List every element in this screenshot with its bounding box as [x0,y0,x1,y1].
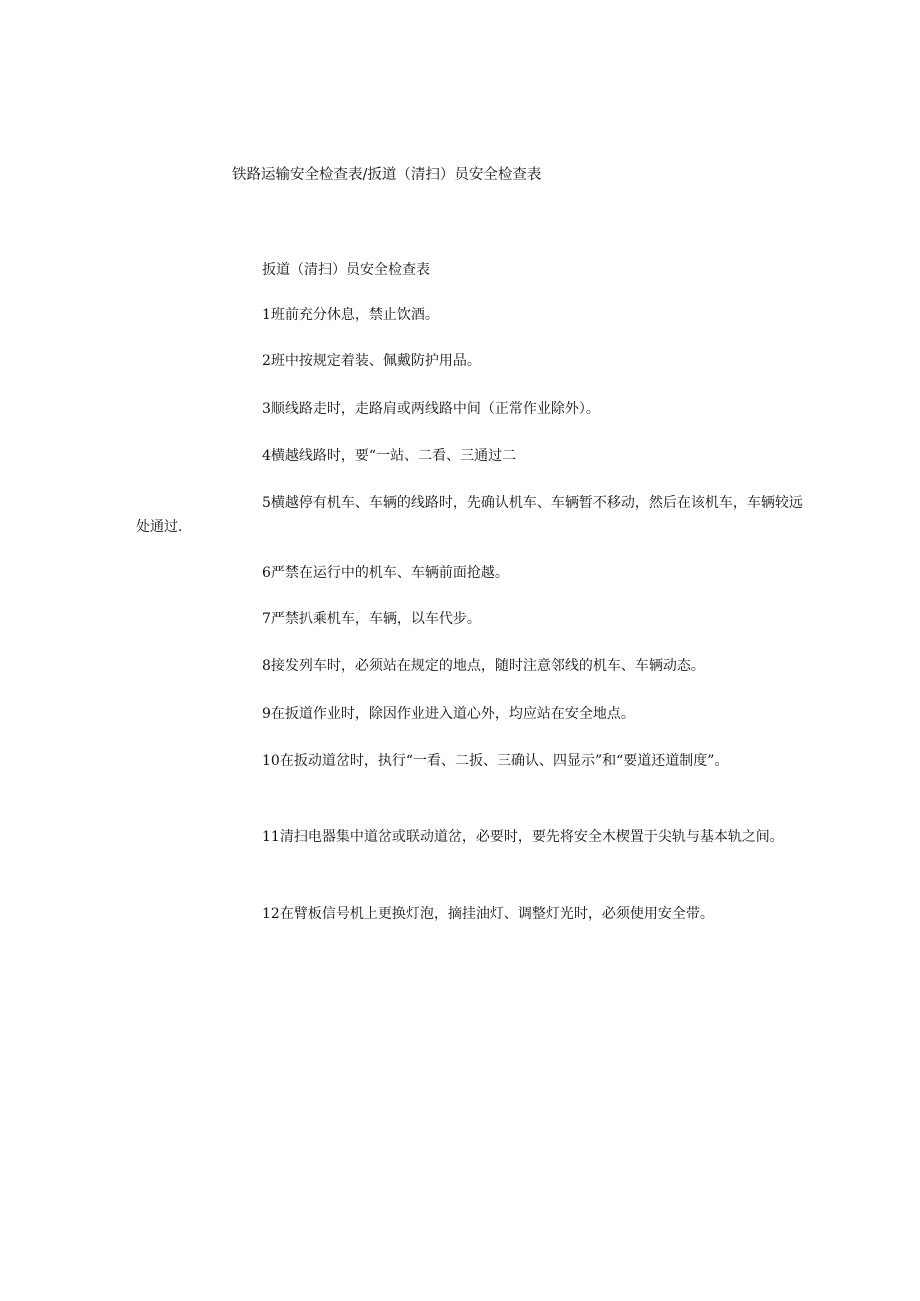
checklist-item-1: 1班前充分休息，禁止饮酒。 [262,307,439,323]
checklist-item-3: 3顺线路走时，走路肩或两线路中间（正常作业除外）。 [262,401,600,417]
checklist-item-7: 7严禁扒乘机车，车辆，以车代步。 [262,611,481,627]
checklist-item-2: 2班中按规定着装、佩戴防护用品。 [262,353,481,369]
checklist-item-10: 10在扳动道岔时，执行“一看、二扳、三确认、四显示”和“要道还道制度”。 [262,753,729,769]
checklist-item-11: 11清扫电器集中道岔或联动道岔，必要时，要先将安全木楔置于尖轨与基本轨之间。 [262,829,784,845]
document-title: 铁路运输安全检查表/扳道（清扫）员安全检查表 [232,167,542,183]
checklist-item-8: 8接发列车时，必须站在规定的地点，随时注意邻线的机车、车辆动态。 [262,658,705,674]
checklist-item-6: 6严禁在运行中的机车、车辆前面抢越。 [262,565,509,581]
section-title: 扳道（清扫）员安全检查表 [262,262,430,278]
checklist-item-4: 4横越线路时，要“一站、二看、三通过二 [262,448,517,464]
checklist-item-9: 9在扳道作业时，除因作业进入道心外，均应站在安全地点。 [262,706,635,722]
checklist-item-5: 5横越停有机车、车辆的线路时，先确认机车、车辆暂不移动，然后在该机车，车辆较远处通过. [136,495,803,535]
checklist-item-12: 12在臂板信号机上更换灯泡，摘挂油灯、调整灯光时，必须使用安全带。 [262,906,714,922]
